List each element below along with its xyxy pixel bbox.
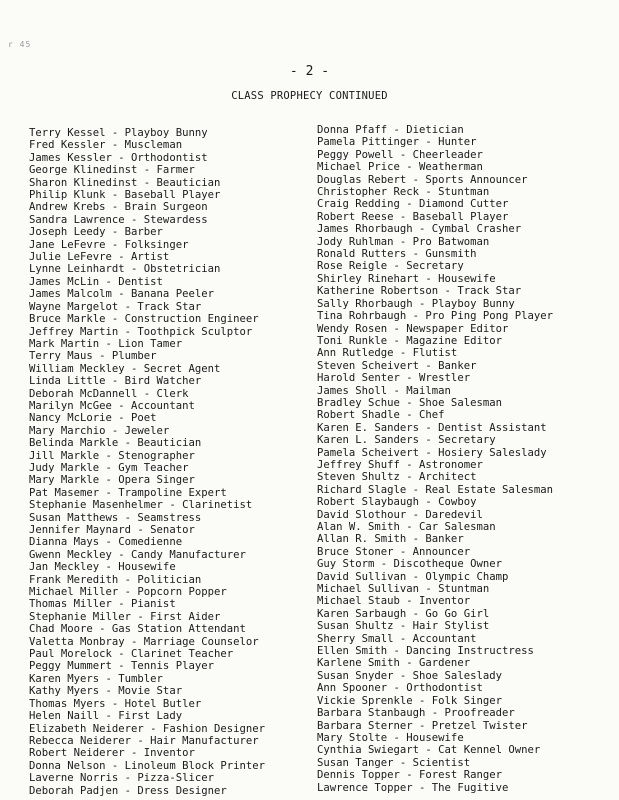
prophecy-entry: Joseph Leedy - Barber	[29, 226, 163, 239]
prophecy-entry: Jeffrey Shuff - Astronomer	[317, 458, 483, 471]
prophecy-entry: William Meckley - Secret Agent	[29, 362, 221, 375]
prophecy-entry: Linda Little - Bird Watcher	[29, 375, 202, 388]
prophecy-entry: Jody Ruhlman - Pro Batwoman	[317, 235, 490, 248]
prophecy-entry: Paul Morelock - Clarinet Teacher	[29, 648, 234, 661]
prophecy-entry: Barbara Sterner - Pretzel Twister	[317, 719, 528, 732]
prophecy-entry: Wendy Rosen - Newspaper Editor	[317, 322, 509, 335]
left-column	[29, 127, 265, 797]
prophecy-entry: Karlene Smith - Gardener	[317, 657, 471, 670]
prophecy-entry: Kathy Myers - Movie Star	[29, 685, 183, 698]
prophecy-entry: Craig Redding - Diamond Cutter	[317, 198, 509, 211]
prophecy-entry: Pamela Pittinger - Hunter	[317, 136, 477, 149]
prophecy-entry: Christopher Reck - Stuntman	[317, 186, 490, 199]
prophecy-entry: Pat Masemer - Trampoline Expert	[29, 486, 227, 499]
prophecy-entry: Jeffrey Martin - Toothpick Sculptor	[29, 325, 253, 338]
prophecy-entry: Philip Klunk - Baseball Player	[29, 189, 221, 202]
prophecy-entry: Dianna Mays - Comedienne	[29, 536, 183, 549]
prophecy-entry: Michael Price - Weatherman	[317, 161, 483, 174]
prophecy-entry: Peggy Mummert - Tennis Player	[29, 660, 214, 673]
prophecy-entry: Ellen Smith - Dancing Instructress	[317, 645, 534, 658]
prophecy-entry: Susan Shultz - Hair Stylist	[317, 620, 490, 633]
prophecy-entry: David Slothour - Daredevil	[317, 508, 483, 521]
prophecy-entry: Nancy McLorie - Poet	[29, 412, 157, 425]
prophecy-entry: Dennis Topper - Forest Ranger	[317, 769, 502, 782]
prophecy-entry: Rose Reigle - Secretary	[317, 260, 464, 273]
prophecy-entry: Julie LeFevre - Artist	[29, 251, 170, 264]
prophecy-entry: Ann Spooner - Orthodontist	[317, 682, 483, 695]
prophecy-entry: Elizabeth Neiderer - Fashion Designer	[29, 722, 265, 735]
prophecy-entry: Sherry Small - Accountant	[317, 632, 477, 645]
prophecy-entry: Michael Sullivan - Stuntman	[317, 583, 490, 596]
prophecy-entry: Rebecca Neiderer - Hair Manufacturer	[29, 734, 259, 747]
page-number: - 2 -	[289, 64, 330, 79]
prophecy-entry: Michael Staub - Inventor	[317, 595, 471, 608]
prophecy-entry: Deborah McDannell - Clerk	[29, 387, 189, 400]
prophecy-entry: Frank Meredith - Politician	[29, 573, 202, 586]
prophecy-entry: Sandra Lawrence - Stewardess	[29, 213, 208, 226]
prophecy-entry: Belinda Markle - Beautician	[29, 437, 202, 450]
prophecy-entry: James McLin - Dentist	[29, 275, 163, 288]
prophecy-entry: Sharon Klinedinst - Beautician	[29, 176, 221, 189]
prophecy-entry: James Rhorbaugh - Cymbal Crasher	[317, 223, 522, 236]
prophecy-entry: Karen L. Sanders - Secretary	[317, 434, 496, 447]
prophecy-entry: Toni Runkle - Magazine Editor	[317, 334, 502, 347]
prophecy-entry: Bruce Stoner - Announcer	[317, 545, 471, 558]
prophecy-entry: Lawrence Topper - The Fugitive	[317, 781, 509, 794]
prophecy-entry: Deborah Padjen - Dress Designer	[29, 784, 227, 797]
prophecy-entry: Stephanie Masenhelmer - Clarinetist	[29, 499, 253, 512]
prophecy-entry: Mary Markle - Opera Singer	[29, 474, 195, 487]
prophecy-entry: Vickie Sprenkle - Folk Singer	[317, 694, 502, 707]
prophecy-entry: Susan Matthews - Seamstress	[29, 511, 202, 524]
prophecy-entry: Gwenn Meckley - Candy Manufacturer	[29, 548, 246, 561]
prophecy-entry: Karen Sarbaugh - Go Go Girl	[317, 607, 490, 620]
prophecy-entry: Robert Shadle - Chef	[317, 409, 445, 422]
prophecy-entry: Laverne Norris - Pizza-Slicer	[29, 772, 214, 785]
prophecy-entry: Pamela Scheivert - Hosiery Saleslady	[317, 446, 547, 459]
prophecy-entry: Stephanie Miller - First Aider	[29, 610, 221, 623]
prophecy-entry: Bruce Markle - Construction Engineer	[29, 313, 259, 326]
prophecy-entry: Fred Kessler - Muscleman	[29, 139, 183, 152]
prophecy-entry: Robert Neiderer - Inventor	[29, 747, 195, 760]
prophecy-entry: Mary Stolte - Housewife	[317, 731, 464, 744]
prophecy-entry: James Kessler - Orthodontist	[29, 151, 208, 164]
right-column	[317, 124, 553, 794]
prophecy-entry: Terry Kessel - Playboy Bunny	[29, 127, 208, 139]
prophecy-entry: Thomas Myers - Hotel Butler	[29, 697, 202, 710]
prophecy-entry: Marilyn McGee - Accountant	[29, 399, 195, 412]
prophecy-entry: Robert Slaybaugh - Cowboy	[317, 496, 477, 509]
prophecy-entry: Robert Reese - Baseball Player	[317, 210, 509, 223]
prophecy-entry: Douglas Rebert - Sports Announcer	[317, 173, 528, 186]
prophecy-entry: Valetta Monbray - Marriage Counselor	[29, 635, 259, 648]
prophecy-entry: Richard Slagle - Real Estate Salesman	[317, 483, 553, 496]
prophecy-entry: Ronald Rutters - Gunsmith	[317, 248, 477, 261]
prophecy-entry: Karen E. Sanders - Dentist Assistant	[317, 421, 547, 434]
prophecy-entry: Bradley Schue - Shoe Salesman	[317, 396, 502, 409]
prophecy-entry: Tina Rohrbaugh - Pro Ping Pong Player	[317, 310, 553, 323]
prophecy-entry: Michael Miller - Popcorn Popper	[29, 586, 227, 599]
prophecy-entry: Shirley Rinehart - Housewife	[317, 272, 496, 285]
prophecy-entry: James Malcolm - Banana Peeler	[29, 288, 214, 301]
prophecy-entry: Steven Scheivert - Banker	[317, 359, 477, 372]
prophecy-entry: Karen Myers - Tumbler	[29, 672, 163, 685]
prophecy-entry: Wayne Margelot - Track Star	[29, 300, 202, 313]
prophecy-entry: Susan Tanger - Scientist	[317, 756, 471, 769]
prophecy-entry: Allan R. Smith - Banker	[317, 533, 464, 546]
prophecy-entry: Barbara Stanbaugh - Proofreader	[317, 707, 515, 720]
prophecy-entry: Lynne Leinhardt - Obstetrician	[29, 263, 221, 276]
prophecy-entry: Jane LeFevre - Folksinger	[29, 238, 189, 251]
prophecy-entry: Cynthia Swiegart - Cat Kennel Owner	[317, 744, 541, 757]
prophecy-entry: Ann Rutledge - Flutist	[317, 347, 458, 360]
corner-mark: r 45	[8, 40, 32, 49]
prophecy-entry: Mary Marchio - Jeweler	[29, 424, 170, 437]
prophecy-entry: Thomas Miller - Pianist	[29, 598, 176, 611]
prophecy-entry: Katherine Robertson - Track Star	[317, 285, 522, 298]
prophecy-entry: Alan W. Smith - Car Salesman	[317, 521, 496, 533]
prophecy-entry: Donna Pfaff - Dietician	[317, 124, 464, 136]
prophecy-entry: Judy Markle - Gym Teacher	[29, 461, 189, 474]
prophecy-entry: Andrew Krebs - Brain Surgeon	[29, 201, 208, 214]
prophecy-entry: Peggy Powell - Cheerleader	[317, 148, 483, 161]
prophecy-entry: Guy Storm - Discotheque Owner	[317, 558, 502, 571]
prophecy-entry: Susan Snyder - Shoe Saleslady	[317, 669, 502, 682]
prophecy-entry: Jan Meckley - Housewife	[29, 561, 176, 574]
prophecy-entry: Helen Naill - First Lady	[29, 710, 183, 723]
page-title: CLASS PROPHECY CONTINUED	[231, 90, 388, 102]
prophecy-entry: Steven Shultz - Architect	[317, 471, 477, 484]
prophecy-entry: Mark Martin - Lion Tamer	[29, 337, 183, 350]
prophecy-entry: James Sholl - Mailman	[317, 384, 451, 397]
prophecy-entry: Sally Rhorbaugh - Playboy Bunny	[317, 297, 515, 310]
prophecy-entry: Jill Markle - Stenographer	[29, 449, 195, 462]
prophecy-entry: Chad Moore - Gas Station Attendant	[29, 623, 246, 636]
prophecy-entry: David Sullivan - Olympic Champ	[317, 570, 509, 583]
prophecy-entry: George Klinedinst - Farmer	[29, 164, 195, 177]
prophecy-entry: Terry Maus - Plumber	[29, 350, 157, 363]
prophecy-entry: Harold Senter - Wrestler	[317, 372, 471, 385]
prophecy-entry: Jennifer Maynard - Senator	[29, 524, 195, 536]
prophecy-entry: Donna Nelson - Linoleum Block Printer	[29, 759, 265, 772]
